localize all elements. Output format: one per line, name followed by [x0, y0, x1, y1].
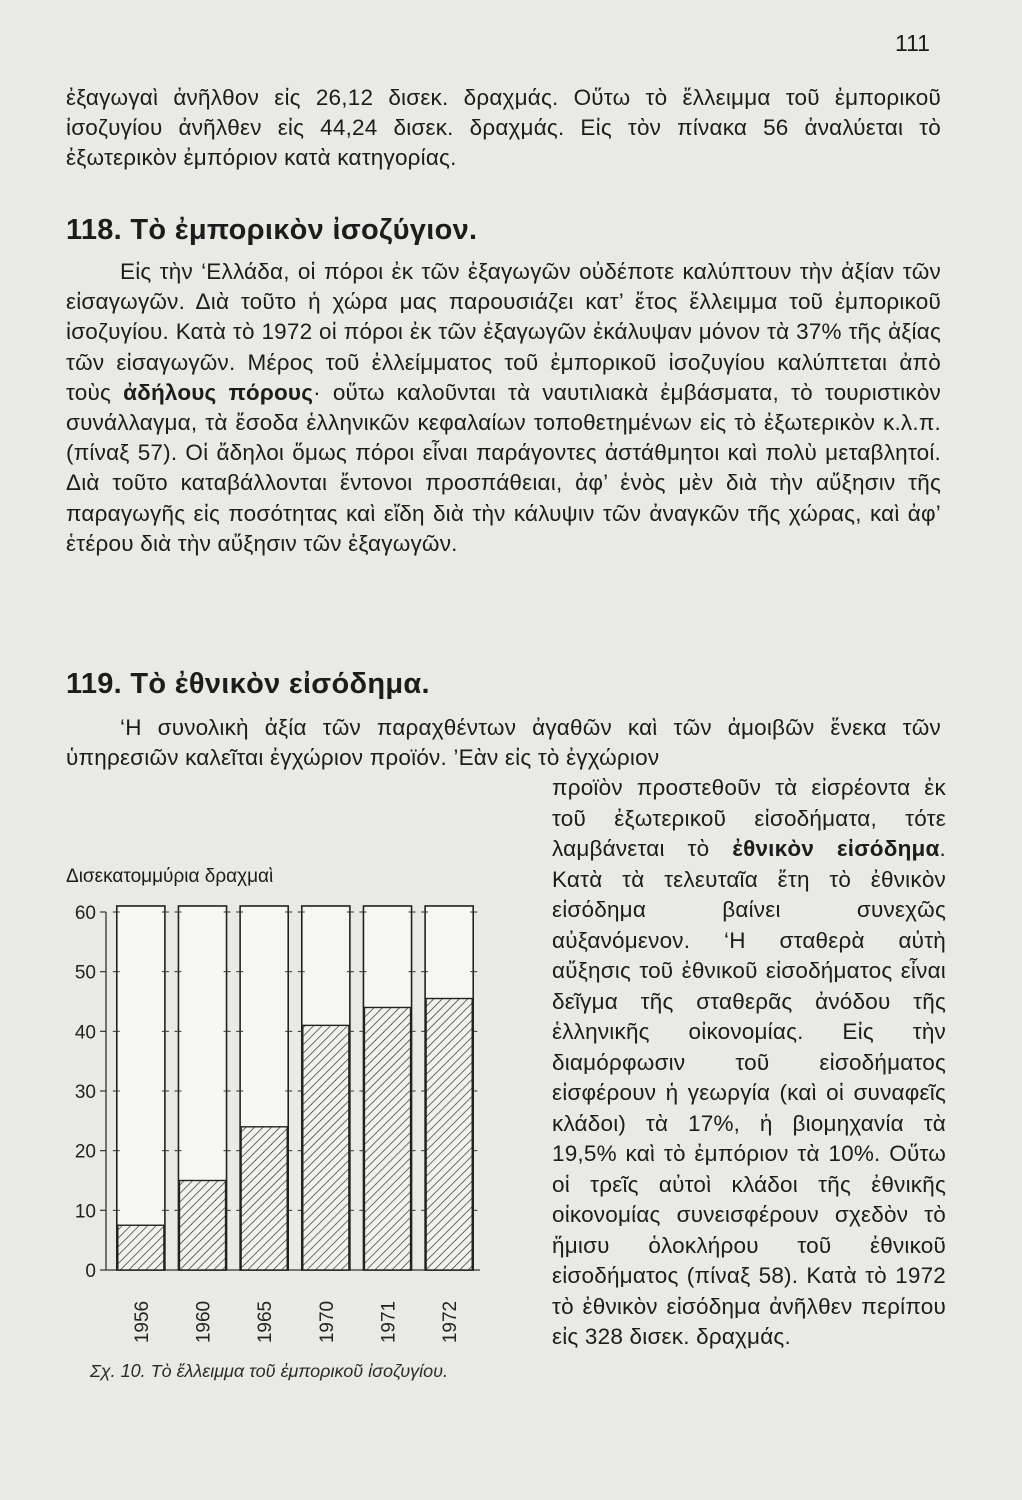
bar-1971 — [364, 1007, 410, 1270]
y-tick-label: 10 — [74, 1201, 96, 1223]
x-tick-label: 1972 — [440, 1300, 462, 1344]
section-118-paragraph — [66, 257, 941, 559]
section-118-heading: 118. Τὸ ἐμπορικὸν ἰσοζύγιον. — [66, 214, 478, 246]
bar-1970 — [303, 1025, 349, 1270]
bar-1960 — [179, 1181, 225, 1271]
section-119-text-a: προϊὸν προστεθοῦν τὰ εἰσρέοντα ἐκ τοῦ ἐξωτερικοῦ εἰσοδήματα, τότε λαμβάνεται τὸ — [552, 775, 946, 861]
page-number: 111 — [895, 30, 930, 56]
bar-1956 — [118, 1225, 164, 1270]
y-tick-label: 0 — [85, 1261, 96, 1282]
intro-paragraph: ἐξαγωγαὶ ἀνῆλθον εἰς 26,12 δισεκ. δραχμάς. Οὕτω τὸ ἔλλειμμα τοῦ ἐμπορικοῦ ἰσοζυγίου ἀνῆλθεν εἰς 44,24 δισεκ. δραχμάς. Εἰς τὸν πίνακα 56 ἀναλύεται τὸ ἐξωτερικὸν ἐμπόριον κατὰ κατηγορίας. — [66, 85, 941, 171]
section-119-column-text — [552, 773, 946, 1353]
section-119-text-b: . Κατὰ τὰ τελευταῖα ἔτη τὸ ἐθνικὸν εἰσόδημα βαίνει συνεχῶς αὐξανόμενον. ‘Η σταθερὰ αὐτὴ αὔξησις τοῦ ἐθνικοῦ εἰσοδήματος εἶναι δεῖγμα τῆς σταθερᾶς ἀνόδου τῆς ἑλληνικῆς οἰκονομίας. Εἰς τὴν διαμόρφωσιν τοῦ εἰσοδήματος εἰσφέρουν ἡ γεωργία (καὶ οἱ συναφεῖς κλάδοι) τὰ 17%, ἡ βιομηχανία τὰ 19,5% καὶ τὸ ἐμπόριον τὰ 10%. Οὕτω οἱ τρεῖς αὐτοὶ κλάδοι τῆς ἐθνικῆς οἰκονομίας συνεισφέρουν σχεδὸν τὸ ἥμισυ ὁλοκλήρου τοῦ ἐθνικοῦ εἰσοδήματος (πίναξ 58). Κατὰ τὸ 1972 τὸ ἐθνικὸν εἰσόδημα ἀνῆλθεν περίπου εἰς 328 δισεκ. δραχμάς. — [552, 836, 946, 1349]
y-tick-label: 20 — [74, 1141, 96, 1163]
chart-y-unit-label: Δισεκατομμύρια δραχμαὶ — [66, 866, 274, 887]
section-119-heading: 119. Τὸ ἐθνικὸν εἰσόδημα. — [66, 668, 430, 700]
bar-1972 — [426, 999, 472, 1270]
bar-frame — [117, 906, 165, 1270]
x-tick-label: 1971 — [378, 1300, 400, 1344]
bar-1965 — [241, 1127, 287, 1270]
x-tick-label: 1960 — [193, 1300, 215, 1344]
y-tick-label: 30 — [74, 1082, 96, 1103]
chart-caption: Σχ. 10. Τὸ ἔλλειμμα τοῦ ἐμπορικοῦ ἰσοζυγίου. — [90, 1361, 449, 1381]
section-118-bold-term: ἀδήλους πόρους — [123, 379, 314, 405]
section-119-intro: ‘Η συνολικὴ ἀξία τῶν παραχθέντων ἀγαθῶν καὶ τῶν ἀμοιβῶν ἕνεκα τῶν ὑπηρεσιῶν καλεῖται ἐγχώριον προϊόν. ’Εὰν εἰς τὸ ἐγχώριον — [66, 715, 941, 771]
x-tick-label: 1956 — [131, 1300, 153, 1344]
x-tick-label: 1965 — [255, 1300, 277, 1344]
section-118-text-a: Εἰς τὴν ‘Ελλάδα, οἱ πόροι ἐκ τῶν ἐξαγωγῶν οὐδέποτε καλύπτουν τὴν ἀξίαν τῶν εἰσαγωγῶν. Διὰ τοῦτο ἡ χώρα μας παρουσιάζει κατ’ ἔτος ἔλλειμμα τοῦ ἐμπορικοῦ ἰσοζυγίου. Κατὰ τὸ 1972 οἱ πόροι ἐκ τῶν ἐξαγωγῶν ἐκάλυψαν μόνον τὰ 37% τῆς ἀξίας τῶν εἰσαγωγῶν. Μέρος τοῦ ἐλλείμματος τοῦ ἐμπορικοῦ ἰσοζυγίου καλύπτεται ἀπὸ τοὺς — [66, 259, 941, 405]
y-tick-label: 50 — [74, 962, 96, 984]
section-118-text-b: · οὕτω καλοῦνται τὰ ναυτιλιακὰ ἐμβάσματα, τὸ τουριστικὸν συνάλλαγμα, τὰ ἔσοδα ἑλληνικῶν κεφαλαίων τοποθετημένων εἰς τὸ ἐξωτερικὸν κ.λ.π. (πίναξ 57). Οἱ ἄδηλοι ὅμως πόροι εἶναι παράγοντες ἀστάθμητοι καὶ πολὺ μεταβλητοί. Διὰ τοῦτο καταβάλλονται ἔντονοι προσπάθειαι, ἀφ’ ἑνὸς μὲν διὰ τὴν αὔξησιν τῆς παραγωγῆς εἰς ποσότητας καὶ εἴδη διὰ τὴν κάλυψιν τῶν ἀναγκῶν τῆς χώρας, καὶ ἀφ’ ἑτέρου διὰ τὴν αὔξησιν τῶν ἐξαγωγῶν. — [66, 379, 941, 556]
section-119-bold-term: ἐθνικὸν εἰσόδημα — [732, 836, 940, 861]
y-tick-label: 60 — [74, 903, 96, 924]
deficit-bar-chart — [60, 880, 540, 1380]
x-tick-label: 1970 — [316, 1300, 338, 1344]
y-tick-label: 40 — [74, 1022, 96, 1044]
